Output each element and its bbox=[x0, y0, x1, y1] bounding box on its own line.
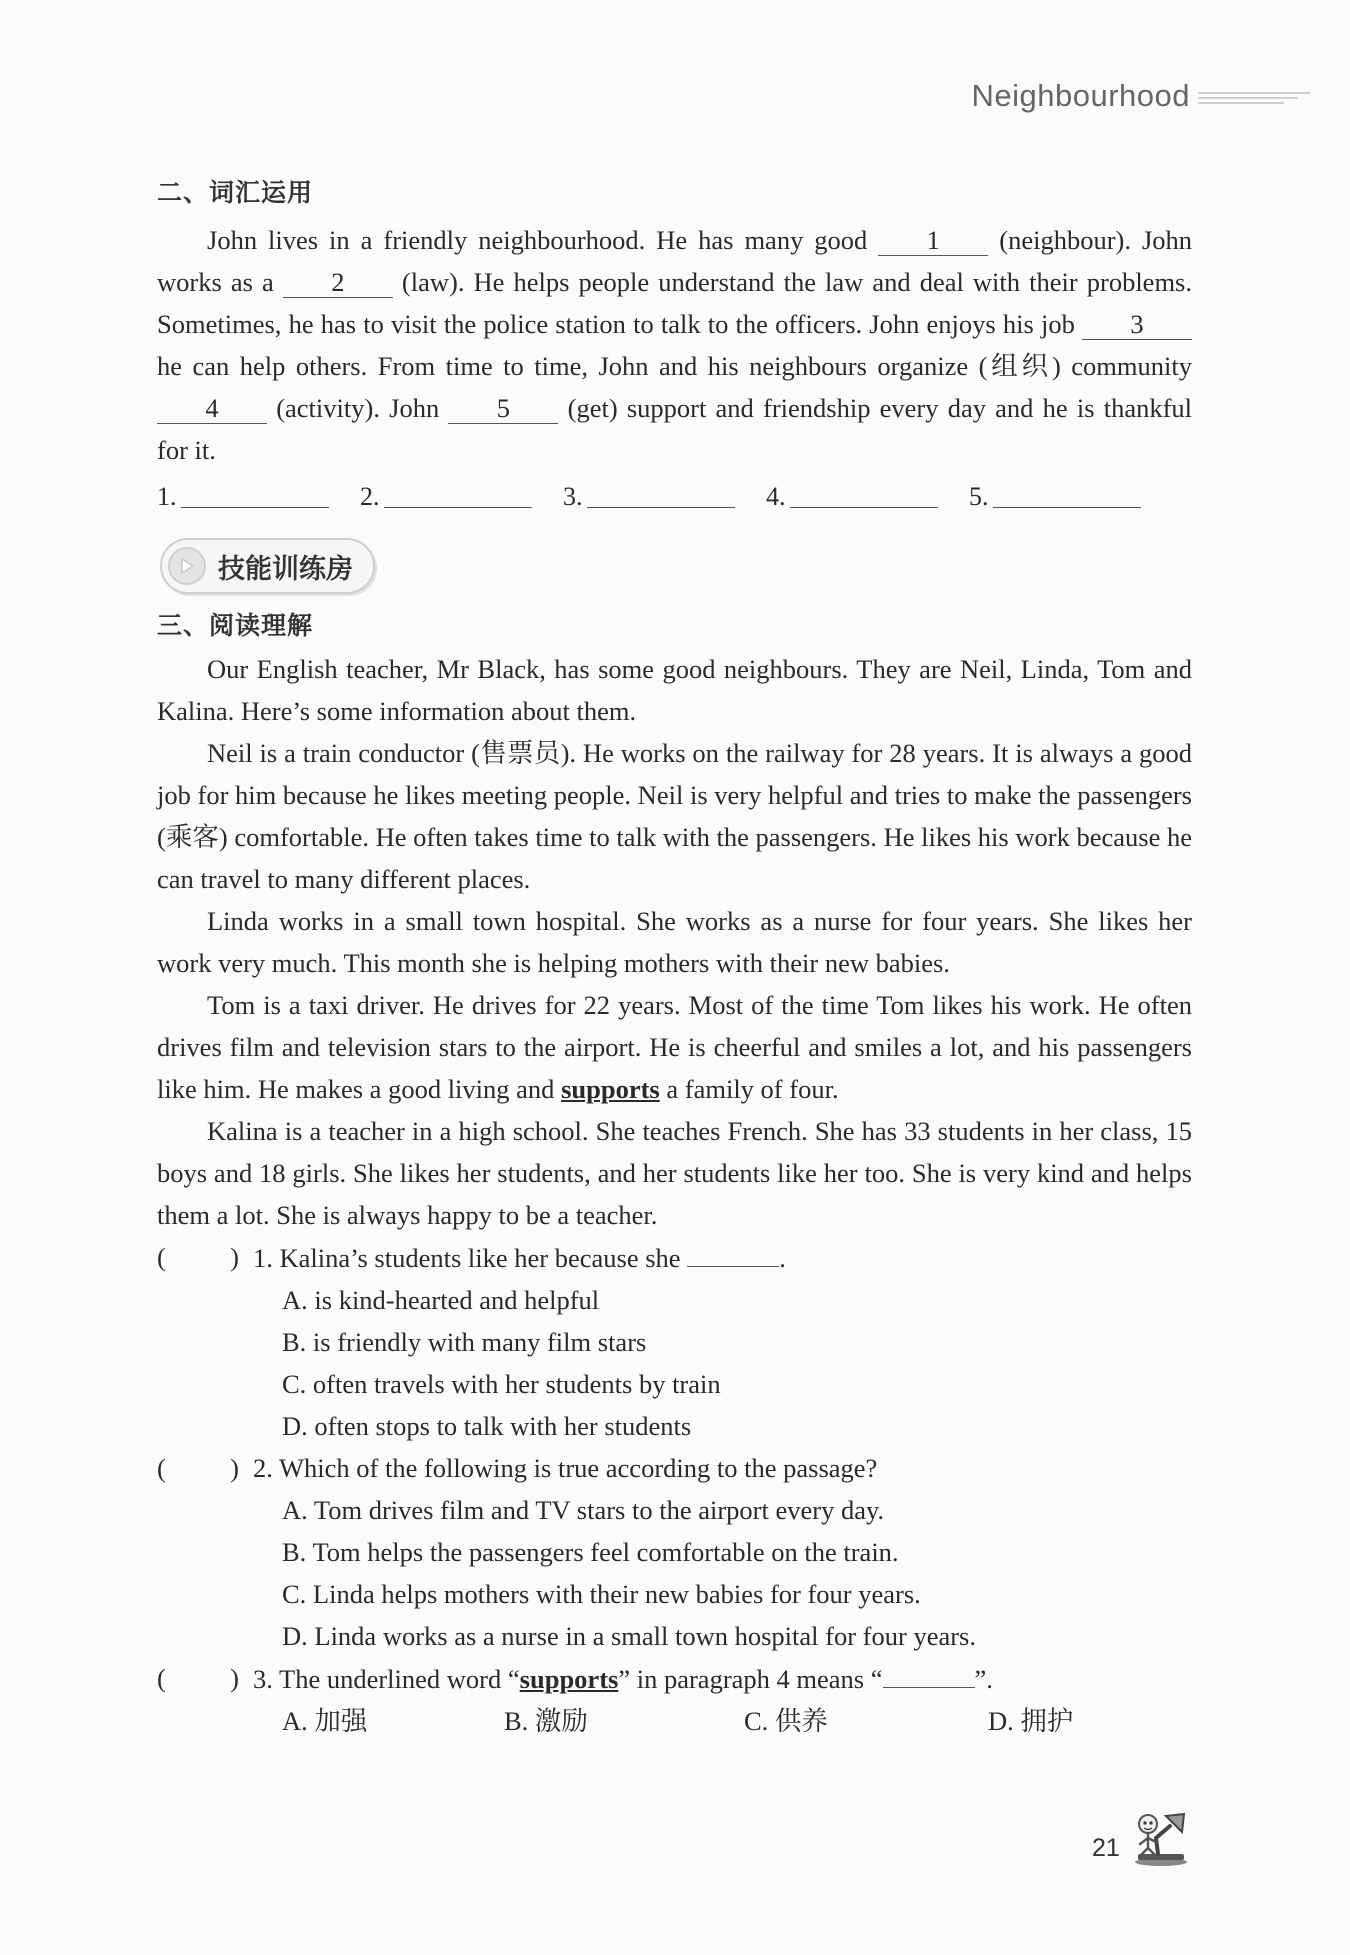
page-header-title: Neighbourhood bbox=[971, 78, 1190, 113]
cloze-blank-3[interactable]: 3 bbox=[1082, 309, 1192, 340]
answer-bracket-1[interactable] bbox=[157, 1236, 253, 1279]
answer-line-4[interactable] bbox=[790, 477, 938, 508]
q1-option-d: D. often stops to talk with her students bbox=[282, 1411, 692, 1441]
question-2-text: 2. Which of the following is true according to the passage? bbox=[253, 1453, 878, 1483]
cloze-text: (activity). John bbox=[276, 393, 440, 423]
answer-label-5: 5. bbox=[969, 482, 989, 511]
cloze-text: (neighbour). John works as a bbox=[157, 225, 1193, 297]
cloze-blank-1[interactable]: 1 bbox=[878, 225, 988, 256]
skill-banner-label: 技能训练房 bbox=[218, 553, 353, 585]
bracket-close: ) bbox=[230, 1242, 239, 1272]
section-title-reading: 三、阅读理解 bbox=[157, 611, 314, 640]
question-3-text: ” in paragraph 4 means “ bbox=[618, 1664, 883, 1694]
question-3-text: 3. The underlined word “ bbox=[253, 1664, 520, 1694]
answer-line-2[interactable] bbox=[384, 477, 532, 508]
question-3-end: ”. bbox=[974, 1664, 993, 1694]
bracket-open: ( bbox=[157, 1453, 166, 1483]
reading-paragraph-4 bbox=[157, 984, 1192, 1110]
cloze-blank-2[interactable]: 2 bbox=[283, 267, 393, 298]
cloze-text: (law). He helps people understand the law and deal with their problems. Sometimes, he has to visit the police station to talk to the officers. John enjoys his job bbox=[157, 267, 1192, 339]
q1-option-a: A. is kind-hearted and helpful bbox=[282, 1285, 600, 1315]
cloze-text: he can help others. From time to time, John and his neighbours organize (组织) community bbox=[157, 351, 1192, 381]
answer-label-3: 3. bbox=[563, 482, 583, 511]
answer-line-5[interactable] bbox=[993, 477, 1141, 508]
question-2 bbox=[157, 1447, 1192, 1489]
reading-text: a family of four. bbox=[666, 1074, 839, 1104]
q3-option-c: C. 供养 bbox=[744, 1706, 828, 1736]
question-3 bbox=[157, 1657, 1192, 1700]
reading-text: Tom is a taxi driver. He drives for 22 years. Most of the time Tom likes his work. He often drives film and television stars to the airport. He is cheerful and smiles a lot, and his passengers like him. He makes a good living and bbox=[157, 990, 1192, 1104]
q2-option-d: D. Linda works as a nurse in a small town hospital for four years. bbox=[282, 1621, 976, 1651]
reading-section bbox=[157, 606, 1192, 1742]
section-title-vocabulary: 二、词汇运用 bbox=[157, 178, 314, 207]
lamp-mascot-icon bbox=[1130, 1808, 1192, 1873]
q1-option-b: B. is friendly with many film stars bbox=[282, 1327, 647, 1357]
q3-option-b: B. 激励 bbox=[504, 1706, 588, 1736]
vocabulary-section bbox=[157, 173, 1192, 517]
answer-line-1[interactable] bbox=[181, 477, 329, 508]
q3-option-a: A. 加强 bbox=[282, 1706, 368, 1736]
question-1 bbox=[157, 1236, 1192, 1279]
answer-line-3[interactable] bbox=[587, 477, 735, 508]
reading-paragraph-5: Kalina is a teacher in a high school. She teaches French. She has 33 students in her class, 15 boys and 18 girls. She likes her students, and her students like her too. She is very kind and helps them a lot. She is always happy to be a teacher. bbox=[157, 1116, 1192, 1230]
reading-paragraph-2: Neil is a train conductor (售票员). He works on the railway for 28 years. It is always a good job for him because he likes meeting people. Neil is very helpful and tries to make the passengers (乘客) comfortable. He often takes time to talk with the passengers. He likes his work because he can travel to many different places. bbox=[157, 738, 1192, 894]
answer-lines bbox=[157, 477, 1192, 517]
cloze-paragraph bbox=[157, 219, 1192, 471]
answer-bracket-2[interactable] bbox=[157, 1447, 253, 1489]
question-3-blank[interactable] bbox=[883, 1657, 975, 1688]
reading-paragraph-1: Our English teacher, Mr Black, has some good neighbours. They are Neil, Linda, Tom and Kalina. Here’s some information about them. bbox=[157, 654, 1192, 726]
question-1-end: . bbox=[779, 1243, 786, 1273]
q2-option-b: B. Tom helps the passengers feel comfortable on the train. bbox=[282, 1537, 899, 1567]
header-decoration bbox=[1198, 92, 1310, 106]
answer-label-4: 4. bbox=[766, 482, 786, 511]
skill-banner-wrap bbox=[160, 538, 375, 594]
bracket-close: ) bbox=[230, 1663, 239, 1693]
reading-paragraph-3: Linda works in a small town hospital. She works as a nurse for four years. She likes her work very much. This month she is helping mothers with their new babies. bbox=[157, 906, 1192, 978]
q3-option-d: D. 拥护 bbox=[988, 1706, 1074, 1736]
question-3-word: supports bbox=[519, 1664, 619, 1694]
bracket-open: ( bbox=[157, 1242, 166, 1272]
q2-option-a: A. Tom drives film and TV stars to the airport every day. bbox=[282, 1495, 885, 1525]
q1-option-c: C. often travels with her students by train bbox=[282, 1369, 721, 1399]
page-number: 21 bbox=[1092, 1834, 1120, 1862]
q3-options bbox=[157, 1700, 1192, 1742]
answer-label-2: 2. bbox=[360, 482, 380, 511]
question-1-blank[interactable] bbox=[687, 1236, 779, 1267]
bracket-open: ( bbox=[157, 1663, 166, 1693]
bracket-close: ) bbox=[230, 1453, 239, 1483]
underlined-word-supports: supports bbox=[561, 1074, 660, 1104]
answer-label-1: 1. bbox=[157, 482, 177, 511]
question-1-text: 1. Kalina’s students like her because she bbox=[253, 1243, 681, 1273]
q2-option-c: C. Linda helps mothers with their new babies for four years. bbox=[282, 1579, 921, 1609]
cloze-text: (get) support and friendship every day and he is thankful for it. bbox=[157, 393, 1193, 465]
answer-bracket-3[interactable] bbox=[157, 1657, 253, 1700]
cloze-blank-4[interactable]: 4 bbox=[157, 393, 267, 424]
skill-banner bbox=[160, 538, 375, 594]
play-icon bbox=[168, 547, 206, 585]
cloze-blank-5[interactable]: 5 bbox=[448, 393, 558, 424]
cloze-text: John lives in a friendly neighbourhood. He has many good bbox=[207, 225, 868, 255]
